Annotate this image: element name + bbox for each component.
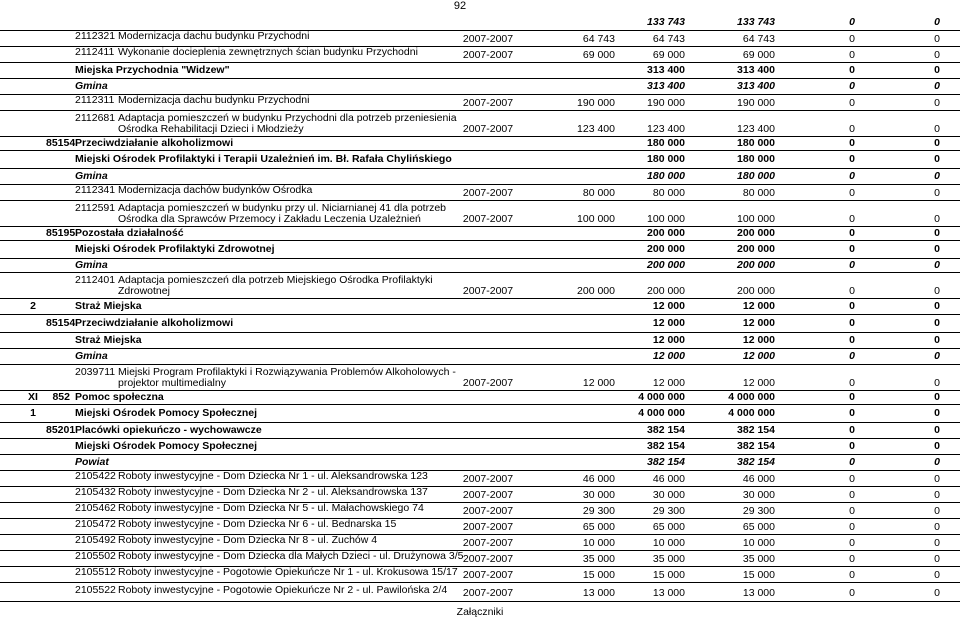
table-row (0, 470, 960, 487)
section-label: Przeciwdziałanie alkoholizmowi (75, 317, 234, 329)
amount-cell: 200 000 (647, 285, 685, 297)
unit-label: Miejski Ośrodek Profilaktyki Zdrowotnej (75, 243, 275, 255)
unit-label: Straż Miejska (75, 334, 142, 346)
task-years: 2007-2007 (462, 123, 514, 135)
amount-cell: 100 000 (577, 213, 615, 225)
amount-cell: 0 (934, 49, 940, 61)
task-code: 2105472 (75, 518, 116, 530)
amount-cell: 180 000 (737, 153, 775, 165)
amount-cell: 0 (849, 350, 855, 362)
funding-source-label: Gmina (75, 259, 108, 271)
amount-cell: 0 (934, 137, 940, 149)
task-code: 2039711 (75, 366, 116, 378)
amount-cell: 0 (934, 300, 940, 312)
amount-cell: 10 000 (582, 537, 615, 549)
amount-cell: 65 000 (742, 521, 775, 533)
amount-cell: 0 (934, 33, 940, 45)
amount-cell: 200 000 (647, 227, 685, 239)
table-row (0, 502, 960, 519)
amount-cell: 15 000 (582, 569, 615, 581)
amount-cell: 0 (849, 49, 855, 61)
amount-cell: 180 000 (647, 137, 685, 149)
amount-cell: 382 154 (647, 456, 685, 468)
amount-cell: 0 (934, 170, 940, 182)
task-code: 2112591 (75, 202, 116, 214)
amount-cell: 313 400 (737, 64, 775, 76)
table-row (0, 550, 960, 567)
amount-cell: 65 000 (582, 521, 615, 533)
task-years: 2007-2007 (462, 489, 514, 501)
amount-cell: 64 743 (742, 33, 775, 45)
amount-cell: 0 (849, 473, 855, 485)
chapter-number: XI (28, 391, 38, 403)
amount-cell: 382 154 (737, 456, 775, 468)
amount-cell: 0 (849, 553, 855, 565)
amount-cell: 35 000 (582, 553, 615, 565)
task-name: Modernizacja dachów budynków Ośrodka (118, 184, 313, 196)
amount-cell: 12 000 (742, 317, 775, 329)
amount-cell: 0 (934, 391, 940, 403)
amount-cell: 0 (849, 153, 855, 165)
task-name: Wykonanie docieplenia zewnętrznych ścian budynku Przychodni (118, 46, 418, 58)
amount-cell: 382 154 (647, 424, 685, 436)
task-code: 2105522 (75, 583, 116, 596)
table-row (0, 298, 960, 315)
task-name-continued: Ośrodka dla Sprawców Przemocy i Zakładu Leczenia Uzależnień (118, 213, 421, 225)
amount-cell: 0 (934, 440, 940, 452)
task-years: 2007-2007 (462, 285, 514, 297)
amount-cell: 0 (849, 586, 855, 599)
task-years: 2007-2007 (462, 586, 514, 599)
amount-cell: 69 000 (652, 49, 685, 61)
table-row (0, 438, 960, 455)
section-code: 85195 (46, 227, 76, 239)
amount-cell: 0 (849, 80, 855, 92)
amount-cell: 123 400 (737, 123, 775, 135)
amount-cell: 0 (849, 489, 855, 501)
amount-cell: 0 (849, 227, 855, 239)
task-years: 2007-2007 (462, 187, 514, 199)
task-name-continued: Zdrowotnej (118, 285, 170, 297)
amount-cell: 0 (934, 537, 940, 549)
amount-cell: 0 (849, 64, 855, 76)
table-row (0, 404, 960, 423)
amount-cell: 13 000 (742, 586, 775, 599)
amount-cell: 0 (849, 33, 855, 45)
table-row (0, 332, 960, 349)
amount-cell: 29 300 (652, 505, 685, 517)
task-name: Adaptacja pomieszczeń w budynku przy ul. Niciarnianej 41 dla potrzeb (118, 202, 447, 214)
task-code: 2105502 (75, 550, 116, 562)
table-row (0, 534, 960, 551)
amount-cell: 0 (849, 300, 855, 312)
amount-cell: 0 (934, 350, 940, 362)
task-years: 2007-2007 (462, 97, 514, 109)
table-row (0, 390, 960, 405)
amount-cell: 0 (849, 537, 855, 549)
task-years: 2007-2007 (462, 49, 514, 61)
amount-cell: 46 000 (582, 473, 615, 485)
amount-cell: 0 (849, 391, 855, 403)
section-code: 85201 (46, 424, 76, 436)
funding-source-label: Powiat (75, 456, 109, 468)
level-number: 2 (30, 300, 36, 312)
task-name-continued: Ośrodka Rehabilitacji Dzieci i Młodzieży (118, 123, 304, 135)
task-name: Modernizacja dachu budynku Przychodni (118, 94, 310, 106)
amount-cell: 0 (934, 334, 940, 346)
amount-cell: 0 (934, 521, 940, 533)
task-years: 2007-2007 (462, 33, 514, 45)
amount-cell: 0 (934, 569, 940, 581)
amount-cell: 0 (934, 456, 940, 468)
task-years: 2007-2007 (462, 553, 514, 565)
task-name: Roboty inwestycyjne - Dom Dziecka Nr 2 - ul. Aleksandrowska 137 (118, 486, 428, 498)
amount-cell: 313 400 (647, 80, 685, 92)
task-code: 2105462 (75, 502, 116, 514)
amount-cell: 12 000 (742, 300, 775, 312)
task-name: Roboty inwestycyjne - Dom Dziecka Nr 8 - ul. Zuchów 4 (118, 534, 378, 546)
amount-cell: 190 000 (647, 97, 685, 109)
amount-cell: 0 (849, 407, 855, 419)
table-row (0, 94, 960, 111)
table-row (0, 582, 960, 602)
amount-cell: 0 (934, 123, 940, 135)
task-name: Roboty inwestycyjne - Pogotowie Opiekuńcze Nr 2 - ul. Pawilońska 2/4 (118, 583, 448, 596)
amount-cell: 0 (849, 97, 855, 109)
amount-cell: 12 000 (652, 350, 685, 362)
table-row (0, 272, 960, 299)
amount-cell: 80 000 (742, 187, 775, 199)
task-years: 2007-2007 (462, 569, 514, 581)
amount-cell: 123 400 (577, 123, 615, 135)
section-label: Przeciwdziałanie alkoholizmowi (75, 137, 234, 149)
amount-cell: 0 (849, 170, 855, 182)
amount-cell: 0 (849, 521, 855, 533)
amount-cell: 80 000 (582, 187, 615, 199)
table-row (0, 364, 960, 391)
funding-source-label: Gmina (75, 350, 108, 362)
amount-cell: 180 000 (647, 170, 685, 182)
amount-cell: 0 (934, 243, 940, 255)
amount-cell: 0 (934, 317, 940, 329)
amount-cell: 0 (934, 97, 940, 109)
table-row (0, 150, 960, 169)
amount-cell: 313 400 (737, 80, 775, 92)
task-years: 2007-2007 (462, 473, 514, 485)
amount-cell: 12 000 (742, 350, 775, 362)
task-name: Roboty inwestycyjne - Dom Dziecka Nr 6 - ul. Bednarska 15 (118, 518, 397, 530)
table-row (0, 168, 960, 185)
amount-cell: 69 000 (742, 49, 775, 61)
amount-cell: 4 000 000 (638, 407, 685, 419)
amount-cell: 180 000 (737, 170, 775, 182)
amount-cell: 0 (934, 64, 940, 76)
amount-cell: 13 000 (652, 586, 685, 599)
amount-cell: 0 (849, 16, 855, 28)
amount-cell: 0 (849, 440, 855, 452)
amount-cell: 123 400 (647, 123, 685, 135)
unit-label: Miejski Ośrodek Pomocy Społecznej (75, 440, 258, 452)
task-name: Roboty inwestycyjne - Dom Dziecka Nr 1 - ul. Aleksandrowska 123 (118, 470, 428, 482)
amount-cell: 190 000 (577, 97, 615, 109)
table-row (0, 226, 960, 241)
amount-cell: 0 (934, 259, 940, 271)
amount-cell: 0 (849, 187, 855, 199)
task-years: 2007-2007 (462, 377, 514, 389)
amount-cell: 4 000 000 (728, 391, 775, 403)
amount-cell: 29 300 (582, 505, 615, 517)
amount-cell: 46 000 (742, 473, 775, 485)
amount-cell: 0 (849, 213, 855, 225)
task-years: 2007-2007 (462, 213, 514, 225)
amount-cell: 313 400 (647, 64, 685, 76)
table-row (0, 258, 960, 273)
amount-cell: 4 000 000 (638, 391, 685, 403)
amount-cell: 0 (934, 473, 940, 485)
footer-label: Załączniki (456, 606, 504, 618)
task-code: 2105432 (75, 486, 116, 498)
task-code: 2112341 (75, 184, 116, 196)
amount-cell: 180 000 (647, 153, 685, 165)
amount-cell: 12 000 (742, 334, 775, 346)
unit-label: Miejski Ośrodek Profilaktyki i Terapii Uzależnień im. Bł. Rafała Chylińskiego (75, 153, 452, 165)
level-number: 1 (30, 407, 36, 419)
amount-cell: 10 000 (652, 537, 685, 549)
amount-cell: 180 000 (737, 137, 775, 149)
page-number: 92 (453, 0, 467, 12)
table-row (0, 62, 960, 79)
amount-cell: 4 000 000 (728, 407, 775, 419)
amount-cell: 0 (849, 424, 855, 436)
amount-cell: 200 000 (737, 227, 775, 239)
amount-cell: 200 000 (647, 243, 685, 255)
amount-cell: 382 154 (737, 424, 775, 436)
amount-cell: 0 (849, 137, 855, 149)
table-row (0, 78, 960, 95)
amount-cell: 0 (934, 407, 940, 419)
section-code: 85154 (46, 137, 76, 149)
table-row (0, 14, 960, 31)
table-row (0, 110, 960, 137)
amount-cell: 382 154 (647, 440, 685, 452)
funding-source-label: Gmina (75, 80, 108, 92)
task-code: 2112681 (75, 112, 116, 124)
task-name: Adaptacja pomieszczeń w budynku Przychodni dla potrzeb przeniesienia (118, 112, 457, 124)
chapter-code: 852 (52, 391, 70, 403)
table-row (0, 46, 960, 63)
section-code: 85154 (46, 317, 76, 329)
level-label: Miejski Ośrodek Pomocy Społecznej (75, 407, 258, 419)
table-row (0, 314, 960, 333)
table-row (0, 30, 960, 47)
task-code: 2105422 (75, 470, 116, 482)
amount-cell: 0 (934, 586, 940, 599)
task-code: 2112401 (75, 274, 116, 286)
amount-cell: 30 000 (582, 489, 615, 501)
task-code: 2105492 (75, 534, 116, 546)
table-row (0, 348, 960, 365)
amount-cell: 100 000 (737, 213, 775, 225)
amount-cell: 0 (934, 489, 940, 501)
amount-cell: 64 743 (652, 33, 685, 45)
table-row (0, 136, 960, 151)
amount-cell: 0 (849, 456, 855, 468)
task-name-continued: projektor multimedialny (118, 377, 226, 389)
amount-cell: 200 000 (577, 285, 615, 297)
amount-cell: 200 000 (647, 259, 685, 271)
task-years: 2007-2007 (462, 505, 514, 517)
amount-cell: 0 (849, 317, 855, 329)
amount-cell: 0 (934, 80, 940, 92)
amount-cell: 100 000 (647, 213, 685, 225)
task-name: Modernizacja dachu budynku Przychodni (118, 30, 310, 42)
amount-cell: 15 000 (652, 569, 685, 581)
amount-cell: 200 000 (737, 259, 775, 271)
amount-cell: 0 (849, 569, 855, 581)
amount-cell: 0 (934, 227, 940, 239)
task-name: Roboty inwestycyjne - Dom Dziecka Nr 5 - ul. Małachowskiego 74 (118, 502, 424, 514)
amount-cell: 0 (849, 259, 855, 271)
amount-cell: 0 (934, 187, 940, 199)
section-label: Placówki opiekuńczo - wychowawcze (75, 424, 262, 436)
level-label: Straż Miejska (75, 300, 142, 312)
task-years: 2007-2007 (462, 521, 514, 533)
table-row (0, 486, 960, 503)
funding-source-label: Gmina (75, 170, 108, 182)
amount-cell: 46 000 (652, 473, 685, 485)
table-row (0, 518, 960, 535)
amount-cell: 65 000 (652, 521, 685, 533)
amount-cell: 0 (934, 153, 940, 165)
amount-cell: 0 (849, 285, 855, 297)
amount-cell: 10 000 (742, 537, 775, 549)
amount-cell: 0 (849, 334, 855, 346)
amount-cell: 35 000 (652, 553, 685, 565)
amount-cell: 0 (849, 123, 855, 135)
amount-cell: 0 (934, 285, 940, 297)
unit-label: Miejska Przychodnia "Widzew" (75, 64, 230, 76)
table-row (0, 200, 960, 227)
amount-cell: 0 (934, 213, 940, 225)
amount-cell: 12 000 (652, 317, 685, 329)
amount-cell: 133 743 (647, 16, 685, 28)
table-row (0, 454, 960, 471)
amount-cell: 35 000 (742, 553, 775, 565)
table-row (0, 566, 960, 583)
amount-cell: 29 300 (742, 505, 775, 517)
amount-cell: 13 000 (582, 586, 615, 599)
amount-cell: 0 (934, 377, 940, 389)
task-name: Adaptacja pomieszczeń dla potrzeb Miejskiego Ośrodka Profilaktyki (118, 274, 433, 286)
section-label: Pozostała działalność (75, 227, 184, 239)
task-code: 2112311 (75, 94, 115, 106)
task-code: 2112411 (75, 46, 115, 58)
amount-cell: 12 000 (652, 377, 685, 389)
amount-cell: 0 (934, 505, 940, 517)
task-name: Roboty inwestycyjne - Pogotowie Opiekuńcze Nr 1 - ul. Krokusowa 15/17 (118, 566, 458, 578)
amount-cell: 30 000 (742, 489, 775, 501)
amount-cell: 190 000 (737, 97, 775, 109)
amount-cell: 0 (849, 377, 855, 389)
amount-cell: 30 000 (652, 489, 685, 501)
table-row (0, 240, 960, 259)
amount-cell: 200 000 (737, 285, 775, 297)
amount-cell: 15 000 (742, 569, 775, 581)
amount-cell: 12 000 (582, 377, 615, 389)
chapter-label: Pomoc społeczna (75, 391, 164, 403)
task-name: Miejski Program Profilaktyki i Rozwiązywania Problemów Alkoholowych - (118, 366, 456, 378)
task-code: 2105512 (75, 566, 116, 578)
amount-cell: 200 000 (737, 243, 775, 255)
amount-cell: 382 154 (737, 440, 775, 452)
table-row (0, 422, 960, 439)
amount-cell: 64 743 (582, 33, 615, 45)
task-years: 2007-2007 (462, 537, 514, 549)
amount-cell: 12 000 (652, 334, 685, 346)
amount-cell: 0 (934, 424, 940, 436)
task-name: Roboty inwestycyjne - Dom Dziecka dla Małych Dzieci - ul. Drużynowa 3/5 (118, 550, 464, 562)
amount-cell: 12 000 (652, 300, 685, 312)
amount-cell: 0 (934, 553, 940, 565)
amount-cell: 12 000 (742, 377, 775, 389)
amount-cell: 69 000 (582, 49, 615, 61)
amount-cell: 80 000 (652, 187, 685, 199)
amount-cell: 0 (934, 16, 940, 28)
task-code: 2112321 (75, 30, 116, 42)
amount-cell: 0 (849, 243, 855, 255)
amount-cell: 0 (849, 505, 855, 517)
table-row (0, 184, 960, 201)
amount-cell: 133 743 (737, 16, 775, 28)
